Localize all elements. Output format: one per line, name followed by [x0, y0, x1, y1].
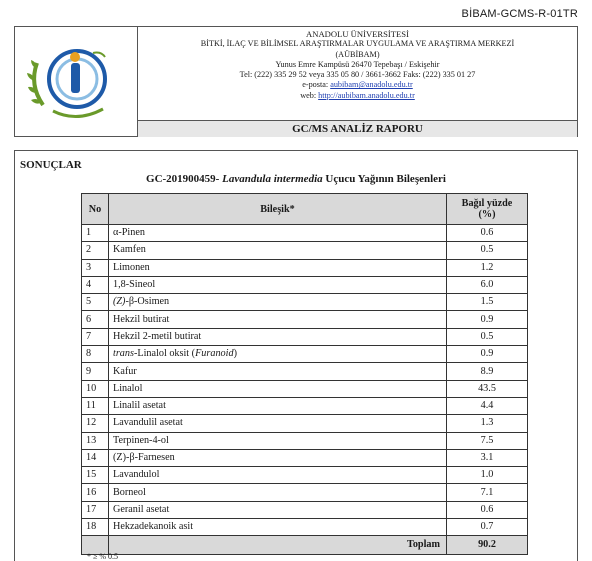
compound-name: Linalil asetat — [109, 397, 447, 414]
table-row — [82, 397, 528, 414]
compound-name: 1,8-Sineol — [109, 276, 447, 293]
row-number: 17 — [82, 501, 109, 518]
results-label: SONUÇLAR — [20, 159, 82, 171]
compound-name: Hekzil butirat — [109, 311, 447, 328]
compound-name: α-Pinen — [109, 225, 447, 242]
compound-name: Hekzil 2-metil butirat — [109, 328, 447, 345]
table-row — [82, 311, 528, 328]
table-row — [82, 432, 528, 449]
row-number: 7 — [82, 328, 109, 345]
row-number: 14 — [82, 449, 109, 466]
table-row — [82, 380, 528, 397]
table-row — [82, 294, 528, 311]
relative-percent: 3.1 — [447, 449, 528, 466]
compound-name: (Z)-β-Farnesen — [109, 449, 447, 466]
total-value: 90.2 — [447, 536, 528, 555]
table-row — [82, 328, 528, 345]
compound-name: Lavandulol — [109, 467, 447, 484]
center-name: BİTKİ, İLAÇ VE BİLİMSEL ARAŞTIRMALAR UYGULAMA VE ARAŞTIRMA MERKEZİ — [200, 39, 515, 49]
relative-percent: 4.4 — [447, 397, 528, 414]
logo-cell — [15, 27, 138, 136]
web-line — [138, 91, 577, 101]
table-row — [82, 225, 528, 242]
compound-name: Kamfen — [109, 242, 447, 259]
row-number: 9 — [82, 363, 109, 380]
table-row — [82, 276, 528, 293]
email-line — [138, 80, 577, 90]
compound-name: Hekzadekanoik asit — [109, 519, 447, 536]
table-row — [82, 415, 528, 432]
compound-name: (Z)-β-Osimen — [109, 294, 447, 311]
table-row — [82, 449, 528, 466]
title-suffix: Uçucu Yağının Bileşenleri — [325, 173, 446, 185]
table-row — [82, 259, 528, 276]
row-number: 1 — [82, 225, 109, 242]
table-row — [82, 242, 528, 259]
phone-fax: Tel: (222) 335 29 52 veya 335 05 80 / 3661-3662 Faks: (222) 335 01 27 — [239, 70, 476, 80]
footnote: * ≥ % 0.5 — [87, 552, 119, 561]
relative-percent: 6.0 — [447, 276, 528, 293]
row-number: 6 — [82, 311, 109, 328]
column-header-compound: Bileşik* — [109, 194, 447, 225]
table-row — [82, 346, 528, 363]
column-header-no: No — [82, 194, 109, 225]
table-row — [82, 519, 528, 536]
relative-percent: 1.2 — [447, 259, 528, 276]
row-number: 4 — [82, 276, 109, 293]
row-number: 12 — [82, 415, 109, 432]
address: Yunus Emre Kampüsü 26470 Tepebaşı / Eskişehir — [275, 59, 440, 69]
compound-name: Limonen — [109, 259, 447, 276]
relative-percent: 0.9 — [447, 311, 528, 328]
relative-percent: 1.3 — [447, 415, 528, 432]
row-number: 8 — [82, 346, 109, 363]
relative-percent: 8.9 — [447, 363, 528, 380]
row-number: 10 — [82, 380, 109, 397]
relative-percent: 0.6 — [447, 501, 528, 518]
row-number: 13 — [82, 432, 109, 449]
compound-name: Linalol — [109, 380, 447, 397]
compound-name: Geranil asetat — [109, 501, 447, 518]
report-title: GC/MS ANALİZ RAPORU — [138, 120, 577, 137]
compound-name: trans-Linalol oksit (Furanoid) — [109, 346, 447, 363]
relative-percent: 0.6 — [447, 225, 528, 242]
email-label: e-posta: — [302, 80, 329, 90]
row-number: 5 — [82, 294, 109, 311]
email-link[interactable]: aubibam@anadolu.edu.tr — [330, 80, 413, 90]
row-number: 3 — [82, 259, 109, 276]
relative-percent: 7.1 — [447, 484, 528, 501]
report-header — [14, 26, 578, 137]
relative-percent: 7.5 — [447, 432, 528, 449]
compound-name: Borneol — [109, 484, 447, 501]
column-header-percent: Bağıl yüzde (%) — [447, 194, 528, 225]
institution-info — [138, 29, 577, 101]
row-number: 2 — [82, 242, 109, 259]
relative-percent: 0.7 — [447, 519, 528, 536]
table-header-row — [82, 194, 528, 225]
relative-percent: 0.5 — [447, 328, 528, 345]
table-row — [82, 484, 528, 501]
species-name: Lavandula intermedia — [222, 173, 323, 185]
sample-id: GC-201900459- — [146, 173, 220, 185]
total-label: Toplam — [109, 536, 447, 555]
results-section — [14, 150, 578, 561]
row-number: 18 — [82, 519, 109, 536]
relative-percent: 1.0 — [447, 467, 528, 484]
document-code: BİBAM-GCMS-R-01TR — [461, 8, 578, 20]
relative-percent: 1.5 — [447, 294, 528, 311]
relative-percent: 43.5 — [447, 380, 528, 397]
compound-name: Terpinen-4-ol — [109, 432, 447, 449]
table-row — [82, 363, 528, 380]
total-row — [82, 536, 528, 555]
relative-percent: 0.5 — [447, 242, 528, 259]
row-number: 11 — [82, 397, 109, 414]
university-name: ANADOLU ÜNİVERSİTESİ — [306, 29, 409, 39]
center-abbreviation: (AÜBİBAM) — [335, 49, 380, 59]
compounds-table — [81, 193, 528, 555]
relative-percent: 0.9 — [447, 346, 528, 363]
row-number: 16 — [82, 484, 109, 501]
row-number: 15 — [82, 467, 109, 484]
results-title — [15, 173, 577, 185]
web-link[interactable]: http://aubibam.anadolu.edu.tr — [318, 90, 415, 100]
compound-name: Kafur — [109, 363, 447, 380]
table-row — [82, 501, 528, 518]
compound-name: Lavandulil asetat — [109, 415, 447, 432]
web-label: web: — [300, 90, 317, 100]
table-row — [82, 467, 528, 484]
aubibam-logo-icon — [23, 35, 123, 123]
